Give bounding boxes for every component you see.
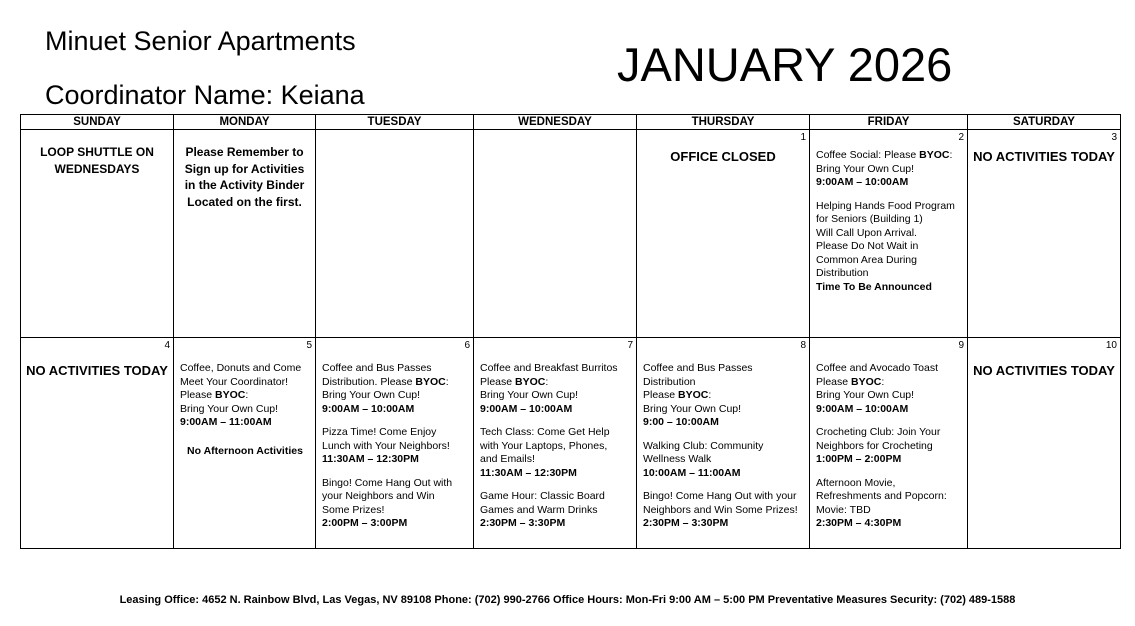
event-bingo: Bingo! Come Hang Out with your Neighbors and Win Some Prizes! 2:00PM – 3:00PM [322,477,468,531]
event-time: 10:00AM – 11:00AM [643,466,741,479]
event-food-program: Helping Hands Food Program for Seniors (Building 1) Will Call Upon Arrival. Please Do Not Wait in Common Area During Distribution Time To Be Announced [816,200,962,295]
event-breakfast-burritos: Coffee and Breakfast Burritos Please BYOC: Bring Your Own Cup! 9:00AM – 10:00AM [480,362,631,416]
coordinator-name: Coordinator Name: Keiana [45,80,365,110]
event-tech-class: Tech Class: Come Get Help with Your Laptops, Phones, and Emails! 11:30AM – 12:30PM [480,426,631,480]
event-time: Time To Be Announced [816,280,932,293]
day-cell-empty-sunday [21,130,174,338]
day-number: 7 [627,340,633,351]
weekday-saturday: SATURDAY [968,115,1121,130]
event-avocado-toast: Coffee and Avocado Toast Please BYOC: Bring Your Own Cup! 9:00AM – 10:00AM [816,362,962,416]
day-number: 1 [800,132,806,143]
event-time: 9:00AM – 10:00AM [480,402,573,415]
event-list [316,352,473,531]
day-cell-2 [810,130,968,338]
day-cell-5 [174,338,316,549]
weekday-header-row [21,115,1121,130]
day-number: 3 [1111,132,1117,143]
event-time: 2:30PM – 3:30PM [480,517,566,529]
organization-title: Minuet Senior Apartments [45,26,356,56]
event-coffee-social: Coffee Social: Please BYOC: Bring Your Own Cup! 9:00AM – 10:00AM [816,149,962,190]
event-time: 11:30AM – 12:30PM [322,453,419,465]
day-number: 6 [464,340,470,351]
event-list [174,352,315,458]
weekday-sunday: SUNDAY [21,115,174,130]
day-number: 4 [164,340,170,351]
event-time: 2:00PM – 3:00PM [322,517,408,529]
event-game-hour: Game Hour: Classic Board Games and Warm Drinks 2:30PM – 3:30PM [480,490,631,531]
day-cell-3 [968,130,1121,338]
event-list [810,352,967,531]
day-cell-empty-tuesday [316,130,474,338]
event-time: 9:00AM – 10:00AM [816,176,909,188]
weekday-monday: MONDAY [174,115,316,130]
day-cell-4 [21,338,174,549]
event-time: 1:00PM – 2:00PM [816,453,902,465]
event-bus-passes: Coffee and Bus Passes Distribution Please BYOC: Bring Your Own Cup! 9:00 – 10:00AM [643,362,804,430]
day-cell-1 [637,130,810,338]
no-activities-label: NO ACTIVITIES TODAY [973,149,1115,164]
event-time: 9:00AM – 10:00AM [816,402,909,415]
office-closed-label: OFFICE CLOSED [670,149,776,164]
day-cell-6 [316,338,474,549]
event-bingo: Bingo! Come Hang Out with your Neighbors and Win Some Prizes! 2:30PM – 3:30PM [643,490,804,531]
day-number: 2 [958,132,964,143]
calendar-table [20,114,1121,549]
event-time: 9:00AM – 10:00AM [322,402,415,415]
day-number: 10 [1105,340,1117,351]
day-number: 9 [958,340,964,351]
event-pizza: Pizza Time! Come Enjoy Lunch with Your Neighbors! 11:30AM – 12:30PM [322,426,468,467]
event-list [474,352,636,531]
event-movie: Afternoon Movie, Refreshments and Popcorn: Movie: TBD 2:30PM – 4:30PM [816,477,962,531]
event-list [810,144,967,294]
day-cell-9 [810,338,968,549]
weekday-wednesday: WEDNESDAY [474,115,637,130]
month-title: JANUARY 2026 [617,38,953,91]
event-coffee-donuts: Coffee, Donuts and Come Meet Your Coordinator! Please BYOC: Bring Your Own Cup! 9:00AM – 11:00AM [180,362,310,430]
shuttle-note: LOOP SHUTTLE ON WEDNESDAYS [40,145,154,176]
no-activities-label: NO ACTIVITIES TODAY [973,363,1115,378]
event-time: 9:00AM – 11:00AM [180,416,272,428]
event-walking-club: Walking Club: Community Wellness Walk 10:00AM – 11:00AM [643,440,804,481]
event-time: 11:30AM – 12:30PM [480,466,577,479]
event-crocheting: Crocheting Club: Join Your Neighbors for Crocheting 1:00PM – 2:00PM [816,426,962,467]
event-list [637,352,809,531]
day-number: 8 [800,340,806,351]
day-number: 5 [306,340,312,351]
no-afternoon-note: No Afternoon Activities [187,444,303,457]
weekday-thursday: THURSDAY [637,115,810,130]
day-cell-8 [637,338,810,549]
day-cell-empty-monday [174,130,316,338]
week-row-1 [21,130,1121,338]
event-time: 9:00 – 10:00AM [643,416,719,428]
day-cell-10 [968,338,1121,549]
weekday-friday: FRIDAY [810,115,968,130]
weekday-tuesday: TUESDAY [316,115,474,130]
event-bus-passes: Coffee and Bus Passes Distribution. Please BYOC: Bring Your Own Cup! 9:00AM – 10:00AM [322,362,468,416]
day-cell-empty-wednesday [474,130,637,338]
event-time: 2:30PM – 3:30PM [643,517,729,529]
no-activities-label: NO ACTIVITIES TODAY [26,363,168,378]
week-row-2 [21,338,1121,549]
footer-contact-info: Leasing Office: 4652 N. Rainbow Blvd, Las Vegas, NV 89108 Phone: (702) 990-2766 Office Hours: Mon-Fri 9:00 AM – 5:00 PM Preventative Measures Security: (702) 489-1588 [119,594,1016,606]
signup-note: Please Remember to Sign up for Activities in the Activity Binder Located on the first. [184,145,305,209]
event-time: 2:30PM – 4:30PM [816,517,902,529]
day-cell-7 [474,338,637,549]
